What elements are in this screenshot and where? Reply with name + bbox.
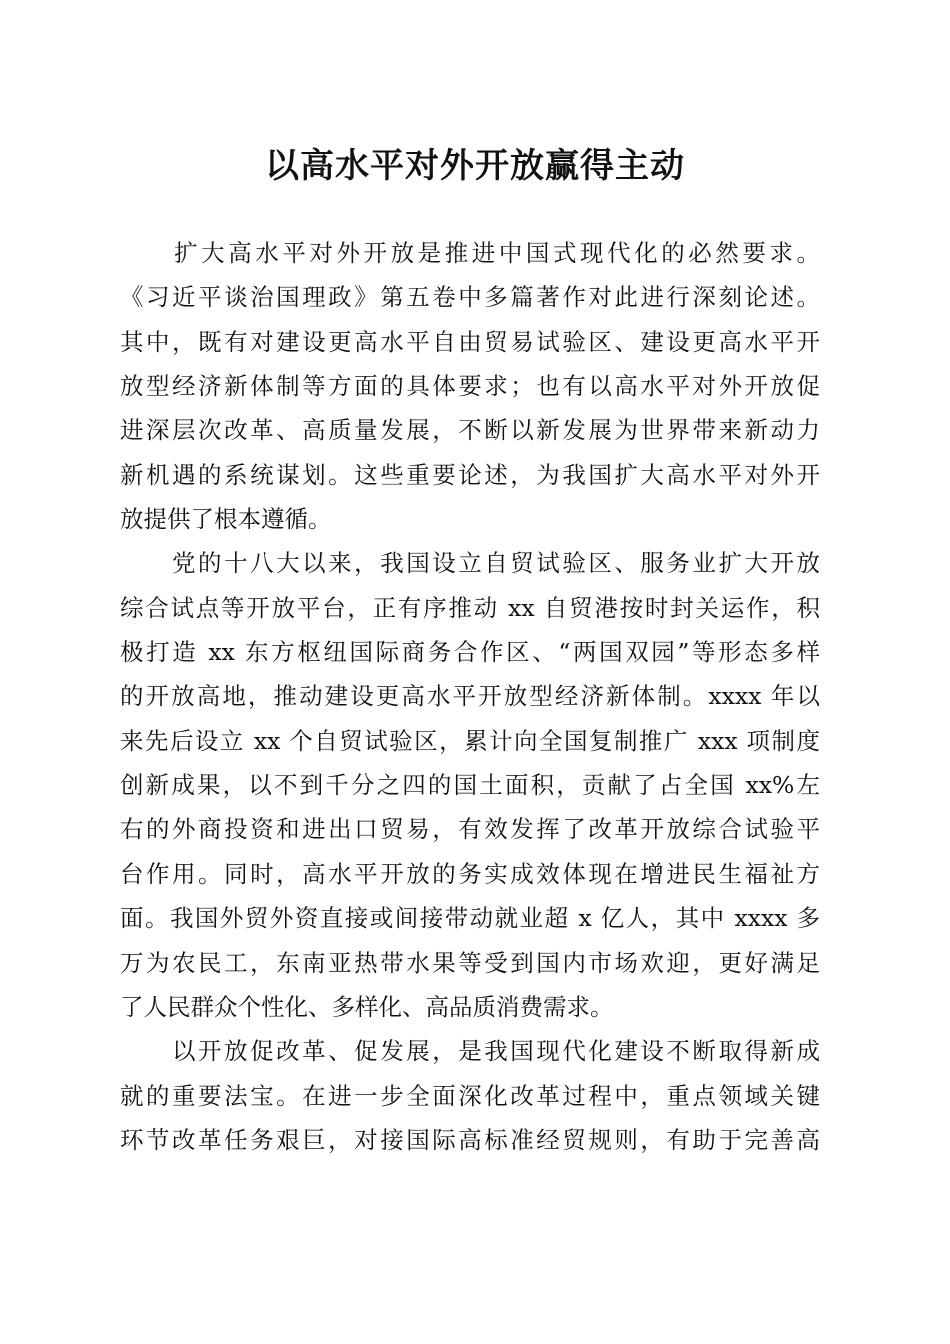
text-line: 放型经济新体制等方面的具体要求；也有以高水平对外开放促	[120, 372, 820, 401]
text-line: 党的十八大以来，我国设立自贸试验区、服务业扩大开放	[120, 549, 820, 578]
paragraph	[120, 231, 820, 541]
text-line: 就的重要法宝。在进一步全面深化改革过程中，重点领域关键	[120, 1081, 820, 1110]
text-line: 创新成果，以不到千分之四的国土面积，贡献了占全国 xx%左	[120, 771, 820, 800]
paragraph	[120, 541, 820, 1029]
text-line: 台作用。同时，高水平开放的务实成效体现在增进民生福祉方	[120, 859, 820, 888]
text-line: 其中，既有对建设更高水平自由贸易试验区、建设更高水平开	[120, 327, 820, 356]
text-line: 极打造 xx 东方枢纽国际商务合作区、“两国双园”等形态多样	[120, 638, 820, 667]
text-line: 新机遇的系统谋划。这些重要论述，为我国扩大高水平对外开	[120, 460, 820, 489]
text-line: 了人民群众个性化、多样化、高品质消费需求。	[120, 992, 614, 1021]
text-line: 综合试点等开放平台，正有序推动 xx 自贸港按时封关运作，积	[120, 593, 820, 622]
document-title: 以高水平对外开放赢得主动	[265, 146, 685, 186]
text-line: 的开放高地，推动建设更高水平开放型经济新体制。xxxx 年以	[120, 682, 820, 711]
text-line: 进深层次改革、高质量发展，不断以新发展为世界带来新动力	[120, 416, 820, 445]
text-line: 以开放促改革、促发展，是我国现代化建设不断取得新成	[120, 1037, 820, 1066]
text-line: 《习近平谈治国理政》第五卷中多篇著作对此进行深刻论述。	[120, 283, 820, 312]
text-line: 来先后设立 xx 个自贸试验区，累计向全国复制推广 xxx 项制度	[120, 726, 820, 755]
text-line: 扩大高水平对外开放是推进中国式现代化的必然要求。	[120, 239, 820, 267]
text-line: 万为农民工，东南亚热带水果等受到国内市场欢迎，更好满足	[120, 948, 820, 977]
text-line: 放提供了根本遵循。	[120, 505, 332, 534]
paragraph	[120, 1029, 820, 1162]
document-body	[120, 231, 820, 1162]
text-line: 右的外商投资和进出口贸易，有效发挥了改革开放综合试验平	[120, 815, 820, 844]
text-line: 面。我国外贸外资直接或间接带动就业超 x 亿人，其中 xxxx 多	[120, 904, 820, 933]
text-line: 环节改革任务艰巨，对接国际高标准经贸规则，有助于完善高	[120, 1125, 820, 1154]
